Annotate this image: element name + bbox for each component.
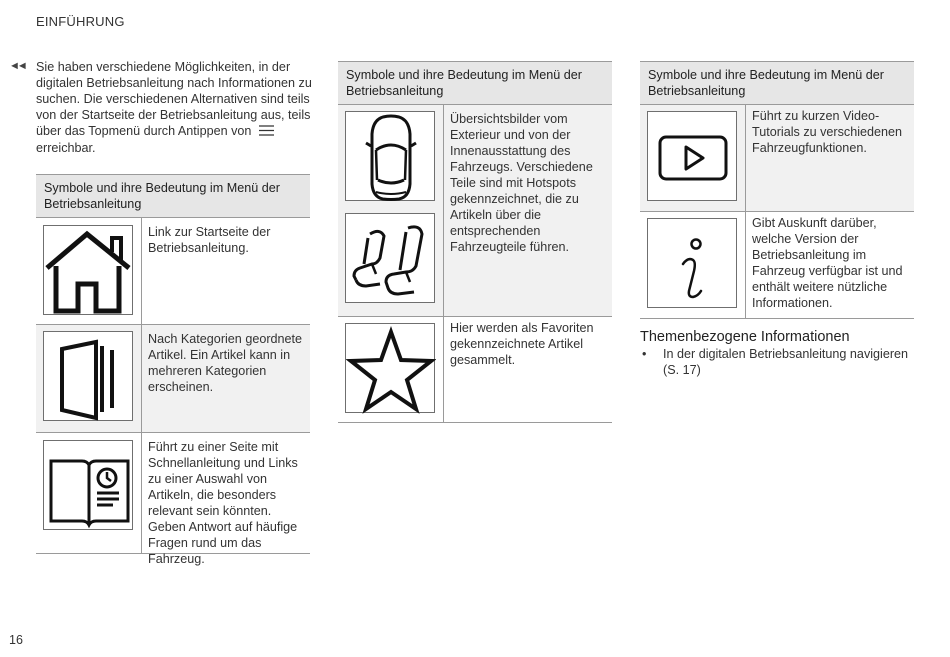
hamburger-menu-icon [259, 124, 274, 140]
categories-icon [43, 331, 133, 421]
intro-text: Sie haben verschiedene Möglichkeiten, in der digitalen Betriebsanleitung nach Informationen zu suchen. Die verschiedenen Alternativen sind teils von der Startseite der Betriebsanleitung aus, teils über das Topmenü durch Antippen von [36, 60, 312, 138]
info-icon [647, 218, 737, 308]
intro-text-end: erreichbar. [36, 141, 96, 155]
row-description: Führt zu kurzen Video-Tutorials zu verschiedenen Fahrzeugfunktionen. [752, 109, 903, 155]
symbol-table-2 [338, 61, 612, 423]
row-description: Gibt Auskunft darüber, welche Version der Betriebsanleitung im Fahrzeug verfügbar ist und enthält weitere nützliche Informationen. [752, 216, 903, 310]
row-description: Führt zu einer Seite mit Schnellanleitung und Links zu einer Auswahl von Artikeln, die besonders relevant sein könnten. Geben Antwort auf häufige Fragen rund um das Fahrzeug. [148, 440, 298, 566]
table-header: Symbole und ihre Bedeutung im Menü der Betriebsanleitung [640, 61, 914, 104]
related-topic-text[interactable]: In der digitalen Betriebsanleitung navigieren (S. 17) [663, 347, 909, 377]
table-header: Symbole und ihre Bedeutung im Menü der Betriebsanleitung [338, 61, 612, 104]
bullet: • [642, 347, 647, 361]
row-description: Übersichtsbilder vom Exterieur und von der Innenausstattung des Fahrzeugs. Verschiedene Teile sind mit Hotspots gekennzeichnet, die zu Artikeln über die entsprechenden Fahrzeugteile führen. [450, 112, 593, 254]
home-icon [43, 225, 133, 315]
symbol-table-1 [36, 174, 310, 566]
table-row [640, 104, 914, 211]
row-description: Nach Kategorien geordnete Artikel. Ein Artikel kann in mehreren Kategorien erscheinen. [148, 332, 303, 394]
back-arrows-icon[interactable]: ◄◄ [9, 60, 25, 72]
table-row [338, 104, 612, 316]
video-play-icon [647, 111, 737, 201]
row-description: Link zur Startseite der Betriebsanleitung. [148, 225, 271, 255]
related-topics-heading: Themenbezogene Informationen [640, 329, 850, 345]
intro-paragraph [36, 59, 312, 156]
table-row [338, 316, 612, 423]
related-topic-link[interactable] [640, 346, 912, 378]
star-icon [345, 323, 435, 413]
table-row [36, 432, 310, 566]
table-row [36, 324, 310, 432]
section-title: EINFÜHRUNG [36, 14, 125, 29]
car-top-view-icon [345, 111, 435, 201]
table-row [36, 217, 310, 324]
page-number: 16 [9, 633, 23, 647]
car-seats-icon [345, 213, 435, 303]
table-row [640, 211, 914, 319]
symbol-table-3 [640, 61, 914, 319]
row-description: Hier werden als Favoriten gekennzeichnete Artikel gesammelt. [450, 321, 594, 367]
table-header: Symbole und ihre Bedeutung im Menü der Betriebsanleitung [36, 174, 310, 217]
quick-guide-book-icon [43, 440, 133, 530]
